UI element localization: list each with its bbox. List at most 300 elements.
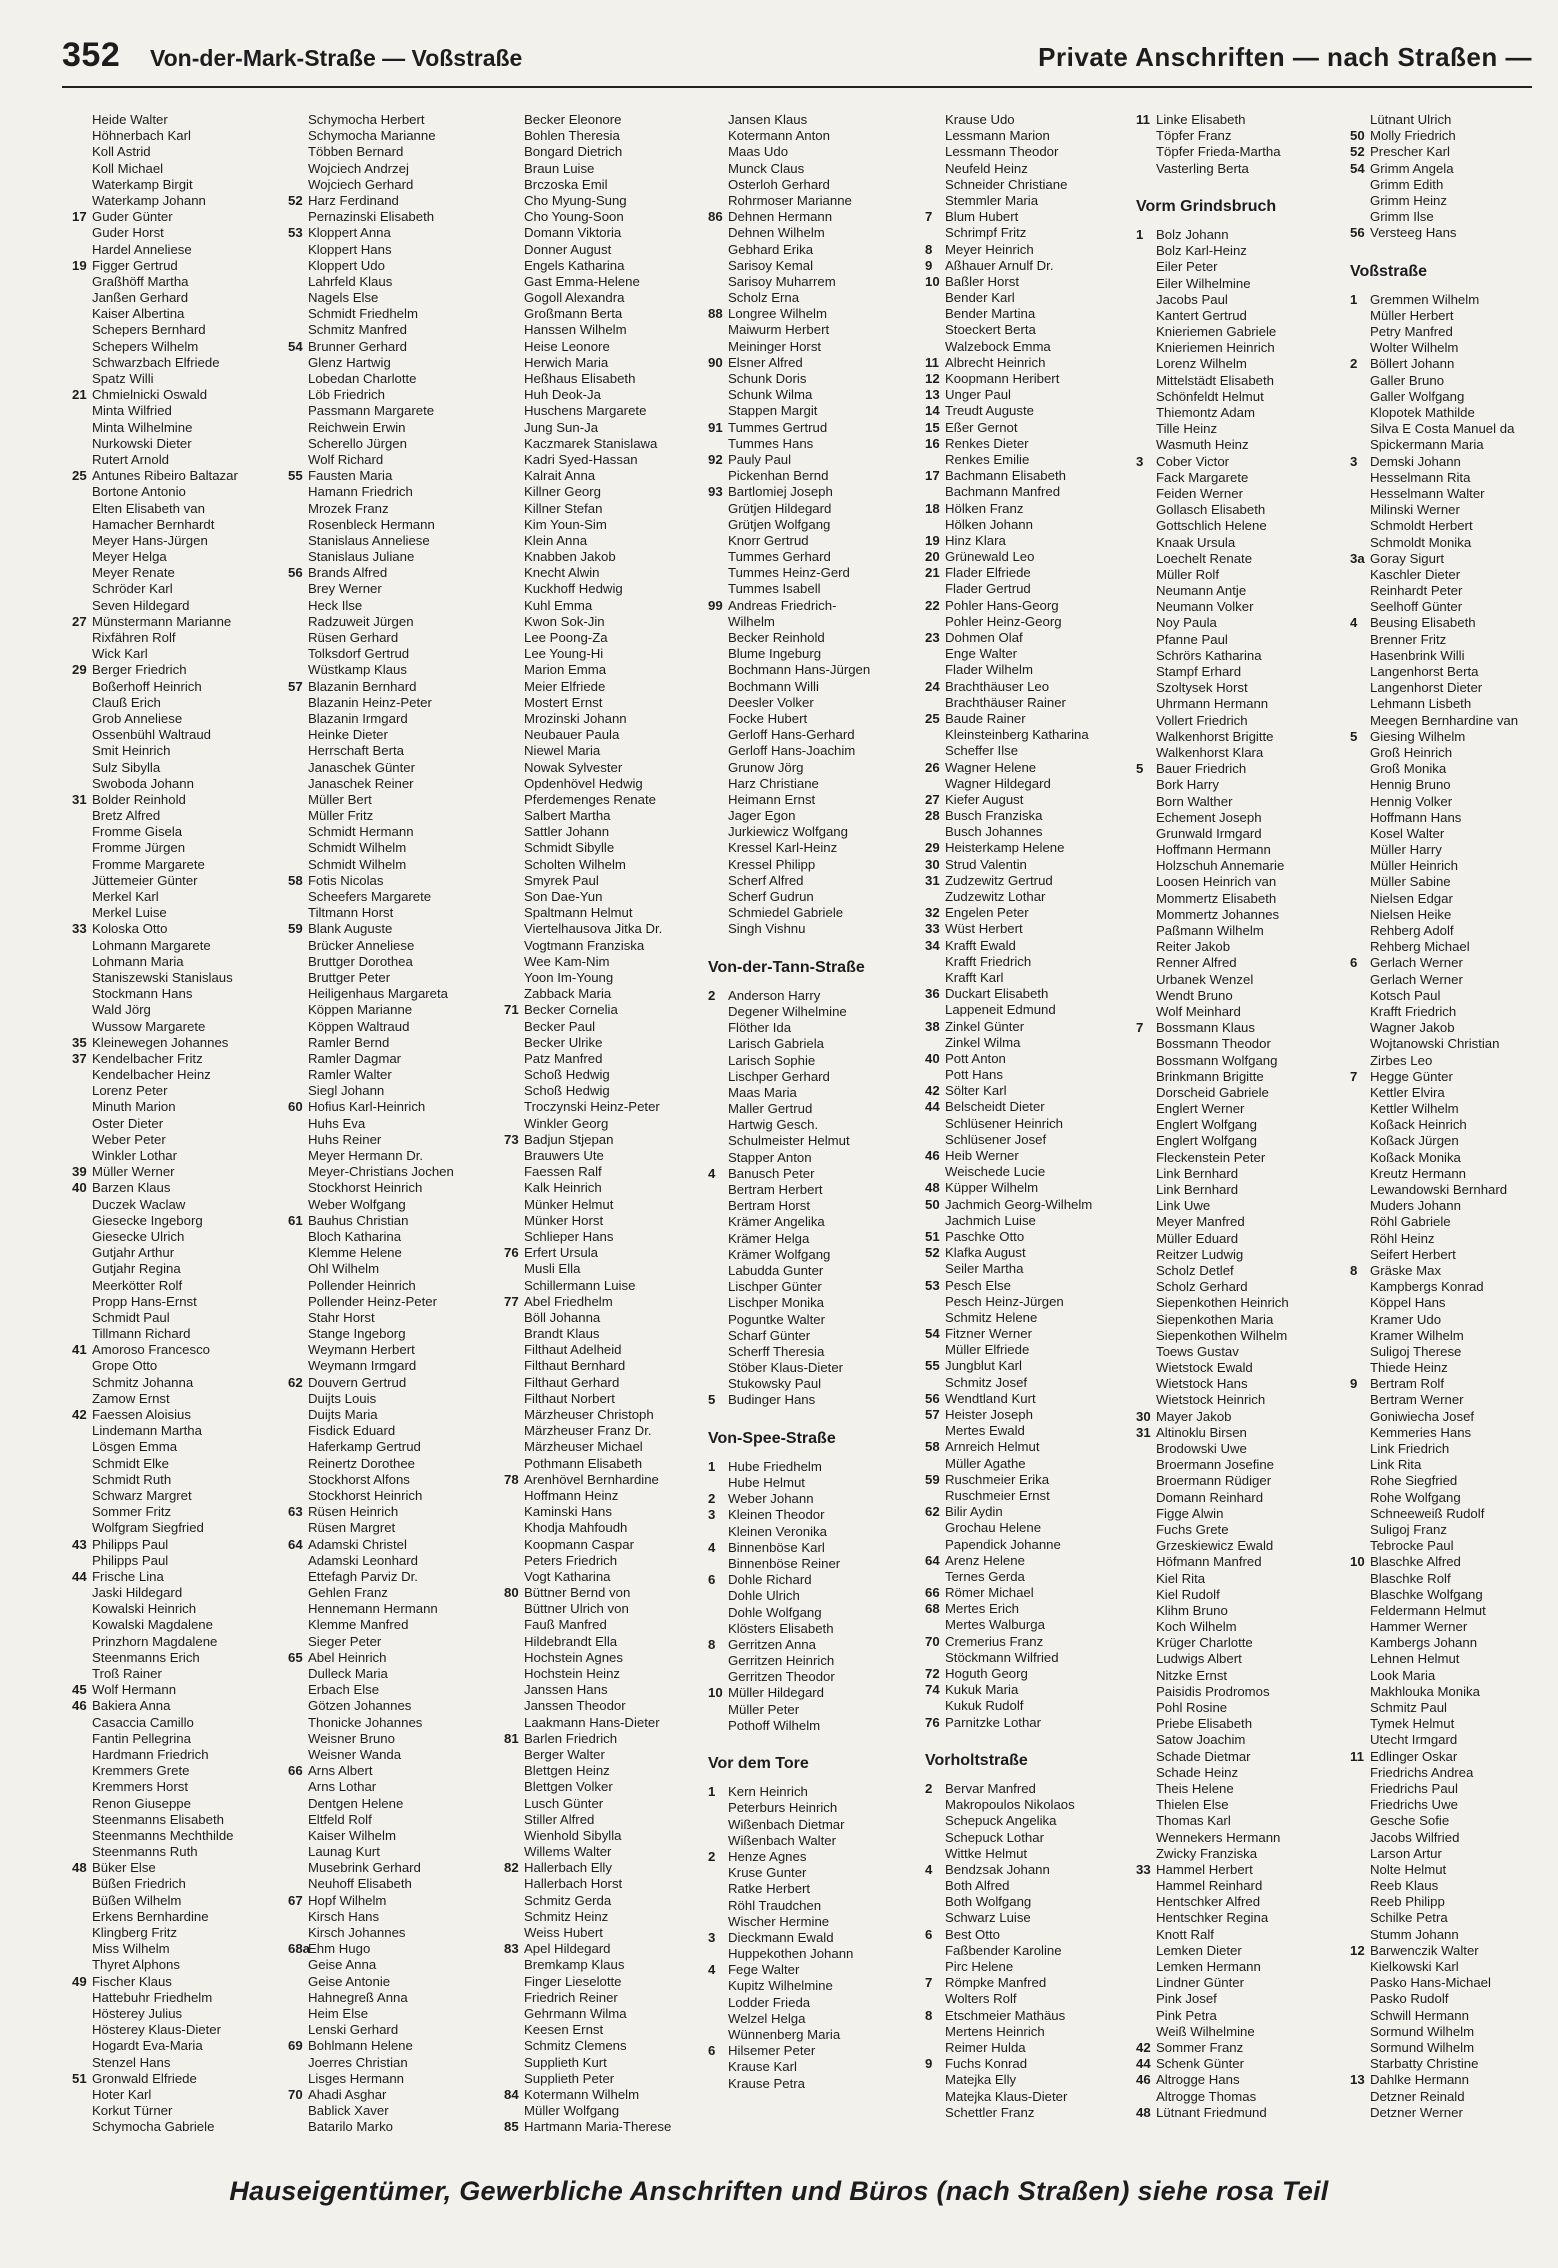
directory-entry bbox=[1350, 1166, 1555, 1182]
street-heading: Vorholtstraße bbox=[925, 1751, 1028, 1769]
resident-name: Renkes Dieter bbox=[945, 435, 1029, 451]
resident-name: Schlüsener Heinrich bbox=[945, 1115, 1064, 1131]
directory-entry bbox=[288, 2055, 493, 2071]
directory-entry bbox=[1350, 810, 1555, 826]
directory-entry bbox=[708, 1231, 913, 1247]
resident-name: Ramler Dagmar bbox=[308, 1050, 402, 1066]
resident-name: Büker Else bbox=[92, 1860, 156, 1876]
resident-name: Kirsch Johannes bbox=[308, 1925, 406, 1940]
resident-name: Vollert Friedrich bbox=[1156, 712, 1248, 728]
resident-name: Schmitz Clemens bbox=[524, 2038, 627, 2054]
directory-entry bbox=[1136, 761, 1341, 777]
resident-name: Broermann Josefine bbox=[1156, 1457, 1275, 1473]
resident-name: Gottschlich Helene bbox=[1156, 518, 1267, 534]
directory-entry bbox=[72, 1828, 277, 1844]
resident-name: Figger Gertrud bbox=[92, 257, 178, 273]
resident-name: Mayer Jakob bbox=[1156, 1408, 1232, 1424]
directory-entry bbox=[288, 1019, 493, 1035]
directory-entry bbox=[1136, 794, 1341, 810]
resident-name: Erfert Ursula bbox=[524, 1245, 599, 1261]
resident-name: Meyer Renate bbox=[92, 565, 175, 581]
resident-name: Mertes Erich bbox=[945, 1601, 1020, 1617]
resident-name: Koll Astrid bbox=[92, 144, 151, 160]
directory-entry bbox=[925, 1439, 1130, 1455]
directory-entry bbox=[1350, 1910, 1555, 1926]
resident-name: Schenk Günter bbox=[1156, 2056, 1244, 2072]
resident-name: Schwarzbach Elfriede bbox=[92, 354, 220, 370]
resident-name: Miss Wilhelm bbox=[92, 1941, 170, 1957]
section-title: Private Anschriften — nach Straßen — bbox=[1038, 42, 1532, 72]
directory-entry bbox=[504, 1229, 709, 1245]
house-number: 4 bbox=[708, 1165, 716, 1181]
directory-entry bbox=[708, 452, 913, 468]
resident-name: Lischper Günter bbox=[728, 1279, 822, 1295]
resident-name: Musli Ella bbox=[524, 1261, 581, 1277]
directory-entry bbox=[1350, 1830, 1555, 1846]
resident-name: Jansen Klaus bbox=[728, 112, 808, 127]
directory-entry bbox=[72, 2022, 277, 2038]
directory-entry bbox=[288, 1456, 493, 1472]
resident-name: Märzheuser Michael bbox=[524, 1439, 643, 1455]
house-number: 52 bbox=[925, 1245, 940, 1261]
directory-entry bbox=[1136, 826, 1341, 842]
resident-name: Müller Werner bbox=[92, 1164, 175, 1180]
directory-entry bbox=[72, 1957, 277, 1973]
directory-entry bbox=[925, 1520, 1130, 1536]
resident-name: Zwicky Franziska bbox=[1156, 1845, 1258, 1861]
resident-name: Mostert Ernst bbox=[524, 694, 603, 710]
resident-name: Bossmann Theodor bbox=[1156, 1036, 1271, 1052]
resident-name: Dohmen Olaf bbox=[945, 630, 1023, 645]
directory-entry bbox=[925, 1878, 1130, 1894]
directory-entry bbox=[504, 1666, 709, 1682]
directory-entry bbox=[504, 1391, 709, 1407]
resident-name: Schmidt Paul bbox=[92, 1309, 170, 1325]
directory-entry bbox=[1350, 745, 1555, 761]
house-number: 40 bbox=[925, 1050, 940, 1066]
directory-entry bbox=[1136, 777, 1341, 793]
directory-entry bbox=[1350, 389, 1555, 405]
resident-name: Koßack Monika bbox=[1370, 1149, 1461, 1165]
directory-entry bbox=[1350, 1991, 1555, 2007]
directory-entry bbox=[72, 1439, 277, 1455]
resident-name: Blettgen Heinz bbox=[524, 1763, 610, 1779]
resident-name: Rohe Wolfgang bbox=[1370, 1489, 1461, 1505]
street-heading: Von-Spee-Straße bbox=[708, 1429, 836, 1447]
directory-entry bbox=[504, 679, 709, 695]
directory-entry bbox=[288, 209, 493, 225]
directory-entry bbox=[504, 1617, 709, 1633]
resident-name: Huh Deok-Ja bbox=[524, 387, 601, 403]
resident-name: Becker Cornelia bbox=[524, 1002, 618, 1018]
directory-entry bbox=[72, 2103, 277, 2119]
directory-entry bbox=[925, 161, 1130, 177]
house-number: 19 bbox=[925, 532, 940, 548]
directory-entry bbox=[925, 840, 1130, 856]
directory-entry bbox=[72, 1310, 277, 1326]
directory-entry bbox=[708, 1784, 913, 1800]
resident-name: Geise Anna bbox=[308, 1957, 377, 1973]
directory-entry bbox=[288, 1229, 493, 1245]
directory-entry bbox=[72, 1375, 277, 1391]
resident-name: Stahr Horst bbox=[308, 1309, 375, 1325]
directory-entry bbox=[504, 1520, 709, 1536]
resident-name: Rutert Arnold bbox=[92, 451, 169, 467]
resident-name: Braun Luise bbox=[524, 160, 595, 176]
directory-entry bbox=[1136, 1522, 1341, 1538]
directory-entry bbox=[1136, 632, 1341, 648]
directory-entry bbox=[1350, 1878, 1555, 1894]
resident-name: Hoffmann Heinz bbox=[524, 1487, 619, 1503]
resident-name: Pasko Hans-Michael bbox=[1370, 1975, 1491, 1991]
directory-entry bbox=[925, 792, 1130, 808]
directory-entry bbox=[1136, 680, 1341, 696]
directory-entry bbox=[1136, 486, 1341, 502]
resident-name: Hölken Johann bbox=[945, 516, 1033, 532]
resident-name: Thonicke Johannes bbox=[308, 1714, 423, 1730]
resident-name: Hube Helmut bbox=[728, 1475, 805, 1491]
directory-entry bbox=[708, 1540, 913, 1556]
directory-entry bbox=[708, 1069, 913, 1085]
house-number: 64 bbox=[925, 1552, 940, 1568]
directory-entry bbox=[1350, 518, 1555, 534]
directory-entry bbox=[708, 1605, 913, 1621]
resident-name: Becker Paul bbox=[524, 1018, 596, 1034]
resident-name: Flöther Ida bbox=[728, 1020, 792, 1036]
resident-name: Theis Helene bbox=[1156, 1780, 1234, 1796]
directory-entry bbox=[708, 112, 913, 128]
directory-entry bbox=[288, 306, 493, 322]
resident-name: Heim Else bbox=[308, 2005, 369, 2021]
resident-name: Strud Valentin bbox=[945, 856, 1027, 872]
directory-entry bbox=[72, 501, 277, 517]
house-number: 1 bbox=[708, 1458, 716, 1474]
directory-entry bbox=[288, 938, 493, 954]
resident-name: Gehlen Franz bbox=[308, 1585, 388, 1601]
directory-entry bbox=[1350, 1619, 1555, 1635]
directory-entry bbox=[504, 614, 709, 630]
directory-entry bbox=[72, 662, 277, 678]
directory-entry bbox=[72, 290, 277, 306]
directory-entry bbox=[504, 1019, 709, 1035]
resident-name: Ehm Hugo bbox=[308, 1941, 371, 1957]
resident-name: Bachmann Manfred bbox=[945, 484, 1061, 500]
directory-entry bbox=[288, 776, 493, 792]
directory-entry bbox=[708, 889, 913, 905]
resident-name: Lenski Gerhard bbox=[308, 2022, 399, 2038]
resident-name: Fauß Manfred bbox=[524, 1617, 607, 1633]
resident-name: Waterkamp Johann bbox=[92, 192, 206, 208]
resident-name: Kendelbacher Fritz bbox=[92, 1050, 203, 1066]
resident-name: Krafft Friedrich bbox=[945, 953, 1032, 969]
resident-name: Kowalski Magdalene bbox=[92, 1617, 213, 1633]
directory-entry bbox=[708, 533, 913, 549]
directory-entry bbox=[72, 857, 277, 873]
directory-entry bbox=[504, 921, 709, 937]
directory-entry bbox=[925, 727, 1130, 743]
directory-entry bbox=[72, 306, 277, 322]
directory-entry bbox=[925, 2072, 1130, 2088]
house-number: 44 bbox=[925, 1099, 940, 1115]
directory-entry bbox=[1136, 1198, 1341, 1214]
resident-name: Kadri Syed-Hassan bbox=[524, 451, 638, 467]
directory-entry bbox=[1350, 1376, 1555, 1392]
resident-name: Gerritzen Heinrich bbox=[728, 1653, 835, 1669]
house-number: 12 bbox=[1350, 1942, 1365, 1958]
resident-name: Priebe Elisabeth bbox=[1156, 1716, 1253, 1732]
resident-name: Gogoll Alexandra bbox=[524, 290, 625, 306]
resident-name: Niewel Maria bbox=[524, 743, 601, 759]
directory-entry bbox=[1136, 923, 1341, 939]
directory-entry bbox=[1350, 1959, 1555, 1975]
directory-entry bbox=[1136, 1312, 1341, 1328]
resident-name: Wittke Helmut bbox=[945, 1845, 1028, 1861]
resident-name: Brücker Anneliese bbox=[308, 937, 415, 953]
directory-entry bbox=[708, 808, 913, 824]
directory-entry bbox=[1350, 777, 1555, 793]
resident-name: Schwill Hermann bbox=[1370, 2007, 1469, 2023]
resident-name: Reiter Jakob bbox=[1156, 939, 1231, 955]
resident-name: Neubauer Paula bbox=[524, 727, 620, 743]
resident-name: Bruttger Dorothea bbox=[308, 953, 413, 969]
resident-name: Zinkel Wilma bbox=[945, 1034, 1021, 1050]
directory-entry bbox=[288, 2103, 493, 2119]
resident-name: Makropoulos Nikolaos bbox=[945, 1797, 1075, 1813]
directory-entry bbox=[72, 2071, 277, 2087]
resident-name: Pohl Rosine bbox=[1156, 1700, 1228, 1716]
resident-name: Hardel Anneliese bbox=[92, 241, 192, 257]
house-number: 88 bbox=[708, 306, 723, 322]
directory-entry bbox=[504, 209, 709, 225]
directory-entry bbox=[504, 242, 709, 258]
resident-name: Englert Werner bbox=[1156, 1101, 1245, 1117]
directory-entry bbox=[925, 549, 1130, 565]
resident-name: Faessen Aloisius bbox=[92, 1407, 191, 1422]
resident-name: Tillmann Richard bbox=[92, 1326, 191, 1342]
directory-entry bbox=[925, 1019, 1130, 1035]
directory-entry bbox=[925, 905, 1130, 921]
resident-name: Renon Giuseppe bbox=[92, 1795, 191, 1811]
directory-entry bbox=[72, 1278, 277, 1294]
resident-name: Fege Walter bbox=[728, 1962, 800, 1978]
resident-name: Pothoff Wilhelm bbox=[728, 1717, 821, 1733]
resident-name: Flader Gertrud bbox=[945, 581, 1031, 597]
resident-name: Elten Elisabeth van bbox=[92, 500, 205, 516]
resident-name: Willems Walter bbox=[524, 1844, 612, 1860]
resident-name: Stoeckert Berta bbox=[945, 322, 1036, 338]
resident-name: Kosel Walter bbox=[1370, 825, 1445, 841]
directory-entry bbox=[504, 792, 709, 808]
directory-entry bbox=[288, 371, 493, 387]
directory-entry bbox=[504, 1051, 709, 1067]
directory-entry bbox=[504, 1828, 709, 1844]
resident-name: Wee Kam-Nim bbox=[524, 953, 610, 969]
resident-name: Grzeskiewicz Ewald bbox=[1156, 1538, 1274, 1554]
resident-name: Kloppert Hans bbox=[308, 241, 392, 257]
resident-name: Mertes Walburga bbox=[945, 1617, 1045, 1633]
resident-name: Lütnant Ulrich bbox=[1370, 112, 1452, 127]
directory-entry bbox=[708, 743, 913, 759]
directory-entry bbox=[72, 1019, 277, 1035]
resident-name: Dehnen Wilhelm bbox=[728, 225, 825, 241]
directory-entry bbox=[72, 776, 277, 792]
resident-name: Schmiedel Gabriele bbox=[728, 905, 844, 921]
resident-name: Wietstock Hans bbox=[1156, 1376, 1248, 1392]
resident-name: Wischer Hermine bbox=[728, 1913, 830, 1929]
resident-name: Paschke Otto bbox=[945, 1228, 1025, 1244]
directory-entry bbox=[1350, 1328, 1555, 1344]
directory-entry bbox=[288, 662, 493, 678]
resident-name: Kalk Heinrich bbox=[524, 1180, 602, 1196]
resident-name: Schrörs Katharina bbox=[1156, 647, 1262, 663]
directory-entry bbox=[1350, 421, 1555, 437]
directory-entry bbox=[708, 274, 913, 290]
directory-entry bbox=[925, 1083, 1130, 1099]
directory-entry bbox=[708, 1946, 913, 1962]
directory-entry bbox=[72, 1876, 277, 1892]
resident-name: Molly Friedrich bbox=[1370, 128, 1456, 144]
resident-name: Lusch Günter bbox=[524, 1795, 604, 1811]
directory-entry bbox=[925, 2040, 1130, 2056]
directory-entry bbox=[708, 339, 913, 355]
resident-name: Kettler Elvira bbox=[1370, 1084, 1445, 1100]
resident-name: Jachmich Luise bbox=[945, 1212, 1036, 1228]
resident-name: Janaschek Reiner bbox=[308, 775, 414, 791]
resident-name: Dieckmann Ewald bbox=[728, 1929, 834, 1945]
resident-name: Knecht Alwin bbox=[524, 565, 600, 581]
resident-name: Hallerbach Elly bbox=[524, 1860, 612, 1876]
directory-entry bbox=[708, 2043, 913, 2059]
directory-entry bbox=[708, 1930, 913, 1946]
resident-name: Wolf Meinhard bbox=[1156, 1003, 1241, 1019]
house-number: 1 bbox=[1136, 226, 1144, 242]
resident-name: Herwich Maria bbox=[524, 354, 609, 370]
directory-entry bbox=[708, 549, 913, 565]
directory-entry bbox=[72, 1132, 277, 1148]
resident-name: Hamann Friedrich bbox=[308, 484, 413, 500]
resident-name: Banusch Peter bbox=[728, 1165, 815, 1181]
resident-name: Müller Hildegard bbox=[728, 1685, 825, 1701]
house-number: 59 bbox=[925, 1471, 940, 1487]
directory-entry bbox=[925, 954, 1130, 970]
directory-entry bbox=[1136, 939, 1341, 955]
directory-entry bbox=[1350, 1522, 1555, 1538]
street-heading: Von-der-Tann-Straße bbox=[708, 958, 865, 976]
directory-entry bbox=[1136, 1214, 1341, 1230]
house-number: 48 bbox=[72, 1860, 87, 1876]
resident-name: Born Walther bbox=[1156, 793, 1233, 809]
resident-name: Wojciech Andrzej bbox=[308, 160, 409, 176]
directory-entry bbox=[72, 1520, 277, 1536]
resident-name: Zamow Ernst bbox=[92, 1390, 170, 1406]
resident-name: Kreutz Hermann bbox=[1370, 1165, 1467, 1181]
resident-name: Mertes Ewald bbox=[945, 1423, 1025, 1439]
resident-name: Kwon Sok-Jin bbox=[524, 613, 605, 629]
house-number: 54 bbox=[1350, 160, 1365, 176]
resident-name: Fromme Jürgen bbox=[92, 840, 186, 856]
resident-name: Dohle Wolfgang bbox=[728, 1604, 822, 1620]
directory-entry bbox=[1350, 1263, 1555, 1279]
resident-name: Scholz Gerhard bbox=[1156, 1279, 1248, 1295]
resident-name: Blank Auguste bbox=[308, 921, 393, 937]
resident-name: Milinski Werner bbox=[1370, 502, 1460, 518]
resident-name: Tolksdorf Gertrud bbox=[308, 646, 410, 662]
resident-name: Münker Horst bbox=[524, 1212, 604, 1228]
resident-name: Janssen Hans bbox=[524, 1682, 608, 1698]
resident-name: Krämer Helga bbox=[728, 1230, 810, 1246]
directory-entry bbox=[72, 144, 277, 160]
directory-entry bbox=[708, 840, 913, 856]
directory-entry bbox=[504, 808, 709, 824]
house-number: 17 bbox=[925, 468, 940, 484]
directory-entry bbox=[504, 776, 709, 792]
resident-name: Sarisoy Kemal bbox=[728, 257, 814, 273]
directory-entry bbox=[925, 242, 1130, 258]
directory-entry bbox=[925, 1975, 1130, 1991]
directory-entry bbox=[925, 1488, 1130, 1504]
house-number: 3 bbox=[1350, 453, 1358, 469]
resident-name: Bossmann Wolfgang bbox=[1156, 1052, 1278, 1068]
resident-name: Gerloff Hans-Gerhard bbox=[728, 727, 855, 743]
resident-name: Barzen Klaus bbox=[92, 1180, 171, 1196]
house-number: 6 bbox=[925, 1926, 933, 1942]
directory-entry bbox=[1350, 874, 1555, 890]
resident-name: Minta Wilhelmine bbox=[92, 419, 193, 435]
resident-name: Scherello Jürgen bbox=[308, 435, 407, 451]
directory-entry bbox=[1350, 1846, 1555, 1862]
directory-entry bbox=[925, 1342, 1130, 1358]
resident-name: Loosen Heinrich van bbox=[1156, 874, 1277, 890]
directory-entry bbox=[288, 339, 493, 355]
directory-column-6 bbox=[1136, 112, 1341, 2121]
directory-entry bbox=[708, 1849, 913, 1865]
directory-entry bbox=[72, 1164, 277, 1180]
directory-entry bbox=[1350, 1813, 1555, 1829]
resident-name: Wolfgram Siegfried bbox=[92, 1520, 204, 1536]
directory-entry bbox=[504, 387, 709, 403]
directory-entry bbox=[1136, 292, 1341, 308]
resident-name: Kloppert Udo bbox=[308, 257, 385, 273]
directory-entry bbox=[72, 1796, 277, 1812]
directory-entry bbox=[1136, 745, 1341, 761]
house-number: 33 bbox=[72, 921, 87, 937]
directory-entry bbox=[288, 501, 493, 517]
resident-name: Lemken Hermann bbox=[1156, 1959, 1261, 1975]
resident-name: Rüsen Margret bbox=[308, 1520, 396, 1536]
directory-entry bbox=[925, 1326, 1130, 1342]
directory-entry bbox=[1136, 1749, 1341, 1765]
directory-entry bbox=[72, 711, 277, 727]
directory-entry bbox=[1136, 1376, 1341, 1392]
house-number: 32 bbox=[925, 905, 940, 921]
directory-entry bbox=[925, 1456, 1130, 1472]
resident-name: Berger Friedrich bbox=[92, 662, 187, 678]
house-number: 33 bbox=[1136, 1861, 1151, 1877]
directory-entry bbox=[925, 387, 1130, 403]
directory-entry bbox=[708, 630, 913, 646]
directory-entry bbox=[1350, 1279, 1555, 1295]
directory-entry bbox=[1350, 1150, 1555, 1166]
resident-name: Lindemann Martha bbox=[92, 1423, 202, 1439]
house-number: 86 bbox=[708, 209, 723, 225]
directory-entry bbox=[925, 857, 1130, 873]
house-number: 51 bbox=[925, 1228, 940, 1244]
resident-name: Giesing Wilhelm bbox=[1370, 728, 1466, 744]
resident-name: Belscheidt Dieter bbox=[945, 1099, 1045, 1115]
directory-entry bbox=[1350, 1700, 1555, 1716]
directory-entry bbox=[504, 1585, 709, 1601]
directory-entry bbox=[1350, 1198, 1555, 1214]
